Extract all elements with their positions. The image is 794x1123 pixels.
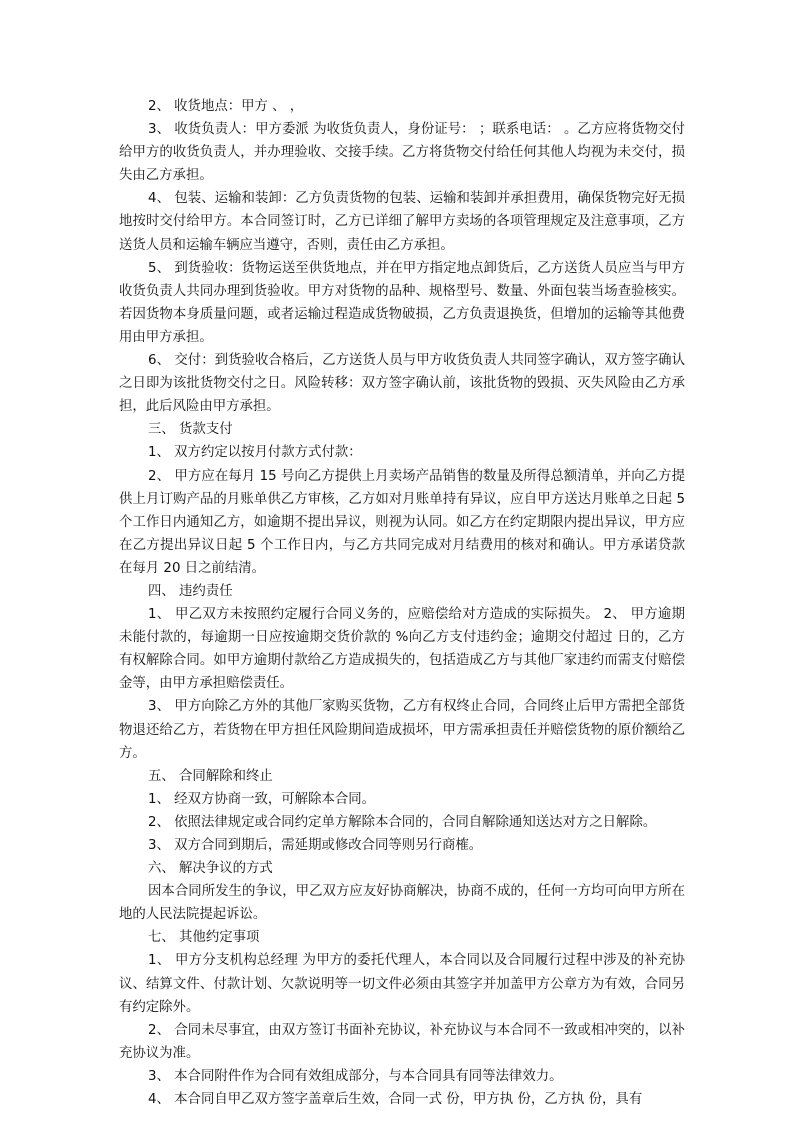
- clause-monthly-statement: 2、 甲方应在每月 15 号向乙方提供上月卖场产品销售的数量及所得总额清单，并向乙方提供上月订购产品的月账单供乙方审核，乙方如对月账单持有异议，应自甲方送达月账单之日起 5 个工作日内通知乙方，如逾期不提出异议，则视为认同。如乙方在约定期限内提出异议，甲方应在乙方提出异议日起 5 个工作日内，与乙方共同完成对月结费用的核对和确认。甲方承诺贷款在每月 20 日之前结清。: [119, 468, 685, 576]
- clause-third-party-purchase: 3、 甲方向除乙方外的其他厂家购买货物，乙方有权终止合同，合同终止后甲方需把全部货物退还给乙方，若货物在甲方担任风险期间造成损坏，甲方需承担责任并赔偿货物的原价额给乙方。: [119, 699, 685, 761]
- clause-payment-method: 1、 双方约定以按月付款方式付款：: [148, 445, 362, 461]
- clause-supplementary-agreement: 2、 合同未尽事宜，由双方签订书面补充协议，补充协议与本合同不一致或相冲突的，以补充协议为准。: [119, 1022, 685, 1061]
- section-heading-liability: 四、 违约责任: [148, 583, 233, 599]
- clause-contract-expiry: 3、 双方合同到期后，需延期或修改合同等则另行商榷。: [148, 838, 483, 853]
- clause-mutual-termination: 1、 经双方协商一致，可解除本合同。: [148, 791, 376, 807]
- clause-breach-compensation: 1、 甲乙双方未按照约定履行合同义务的，应赔偿给对方造成的实际损失。 2、 甲方逾期未能付款的，每逾期一日应按逾期交货价款的 %向乙方支付违约金；逾期交付超过 日的，乙方有权解除合同。如甲方逾期付款给乙方造成损失的，包括造成乙方与其他厂家违约而需支付赔偿金等，由甲方承担赔偿责任。: [119, 607, 685, 692]
- section-heading-other: 七、 其他约定事项: [148, 930, 260, 946]
- section-heading-payment: 三、 货款支付: [148, 422, 233, 438]
- clause-receiving-person: 3、 收货负责人：甲方委派 为收货负责人，身份证号： ；联系电话： 。乙方应将货物交付给甲方的收货负责人，并办理验收、交接手续。乙方将货物交付给任何其他人均视为未交付，损失由乙方承担。: [119, 122, 685, 184]
- clause-dispute-resolution: 因本合同所发生的争议，甲乙双方应友好协商解决，协商不成的，任何一方均可向甲方所在地的人民法院提起诉讼。: [119, 884, 685, 923]
- clause-delivery-location: 2、 收货地点：甲方 、 ，: [148, 99, 304, 114]
- clause-authorized-agent: 1、 甲方分支机构总经理 为甲方的委托代理人，本合同以及合同履行过程中涉及的补充协议、结算文件、付款计划、欠款说明等一切文件必须由其签字并加盖甲方公章方为有效，合同另有约定除外。: [119, 953, 685, 1015]
- clause-packaging-transport: 4、 包装、运输和装卸：乙方负责货物的包装、运输和装卸并承担费用，确保货物完好无损地按时交付给甲方。本合同签订时，乙方已详细了解甲方卖场的各项管理规定及注意事项，乙方送货人员和运输车辆应当遵守，否则，责任由乙方承担。: [119, 191, 685, 253]
- contract-page: [119, 95, 685, 1111]
- clause-attachments: 3、 本合同附件作为合同有效组成部分，与本合同具有同等法律效力。: [148, 1068, 563, 1084]
- clause-unilateral-termination: 2、 依照法律规定或合同约定单方解除本合同的，合同自解除通知送达对方之日解除。: [148, 814, 657, 830]
- section-heading-termination: 五、 合同解除和终止: [148, 768, 273, 784]
- clause-delivery-risk: 6、 交付：到货验收合格后，乙方送货人员与甲方收货负责人共同签字确认，双方签字确认之日即为该批货物交付之日。风险转移：双方签字确认前，该批货物的毁损、灭失风险由乙方承担，此后风险由甲方承担。: [119, 353, 685, 415]
- clause-effectiveness: 4、 本合同自甲乙双方签字盖章后生效，合同一式 份，甲方执 份，乙方执 份，具有: [148, 1092, 643, 1108]
- clause-arrival-inspection: 5、 到货验收：货物运送至供货地点，并在甲方指定地点卸货后，乙方送货人员应当与甲方收货负责人共同办理到货验收。甲方对货物的品种、规格型号、数量、外面包装当场查验核实。若因货物本身质量问题，或者运输过程造成货物破损，乙方负责退换货，但增加的运输等其他费用由甲方承担。: [119, 260, 685, 345]
- section-heading-dispute: 六、 解决争议的方式: [148, 861, 273, 877]
